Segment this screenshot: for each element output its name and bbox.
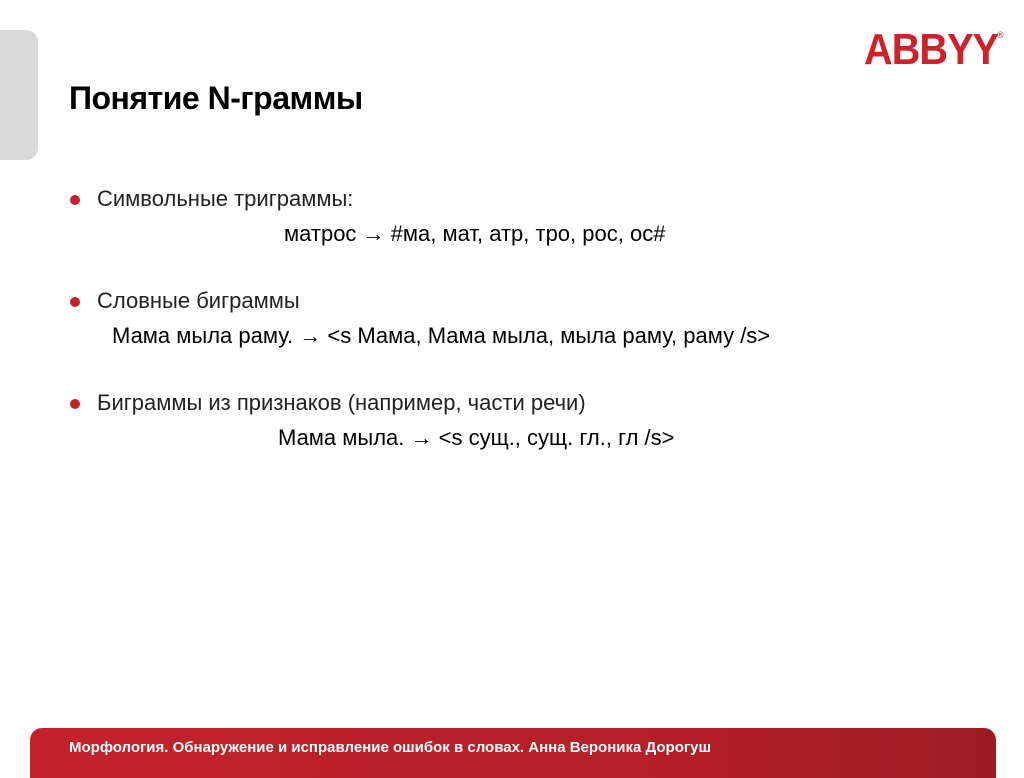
abbyy-logo: ABBYY [864,25,999,74]
bullet-3-text: Биграммы из признаков (например, части речи) [97,390,586,415]
bullet-dot-icon [70,297,80,307]
bullet-dot-icon [70,195,80,205]
registered-mark: ® [997,30,1004,40]
bullet-dot-icon [70,399,80,409]
bullet-1-example: матрос → #ма, мат, атр, тро, рос, ос# [284,221,666,246]
slide-title: Понятие N-граммы [69,80,363,116]
bullet-3-example: Мама мыла. → <s сущ., сущ. гл., гл /s> [278,425,675,450]
side-tab-decoration [0,30,38,160]
bullet-2-example: Мама мыла раму. → <s Мама, Мама мыла, мыла раму, раму /s> [112,323,771,348]
bullet-1-text: Символьные триграммы: [97,186,354,211]
bullet-2-text: Словные биграммы [97,288,300,313]
footer-text: Морфология. Обнаружение и исправление ошибок в словах. Анна Вероника Дорогуш [69,739,711,756]
